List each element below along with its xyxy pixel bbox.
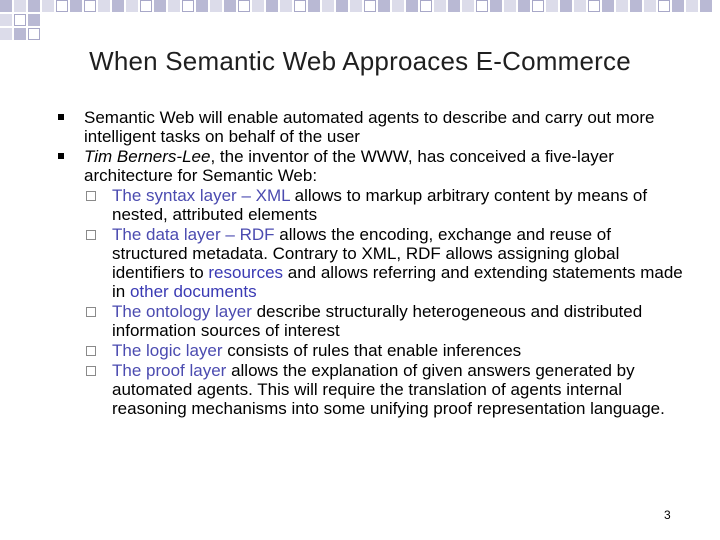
hollow-square-bullet-icon	[86, 191, 96, 201]
deco-square	[0, 0, 12, 12]
deco-square	[364, 0, 376, 12]
deco-square	[406, 0, 418, 12]
bullet-text: Semantic Web will enable automated agents to describe and carry out more intelligent tasks on behalf of the user	[84, 108, 655, 146]
sub-bullet-text: allows the encoding, exchange and reuse of structured metadata. Contrary to XML, RDF allows assigning global identifiers to	[112, 225, 620, 282]
deco-square	[280, 0, 292, 12]
deco-square	[322, 0, 334, 12]
deco-square	[420, 0, 432, 12]
deco-square	[42, 0, 54, 12]
slide-title: When Semantic Web Approaces E-Commerce	[89, 46, 631, 76]
deco-square	[448, 0, 460, 12]
deco-square	[28, 0, 40, 12]
deco-square	[70, 0, 82, 12]
deco-square	[98, 0, 110, 12]
bullet-item	[58, 147, 688, 185]
sub-bullet-text: describe structurally heterogeneous and distributed information sources of interest	[112, 302, 643, 340]
deco-square	[644, 0, 656, 12]
sub-bullet-item	[84, 186, 688, 224]
deco-square	[14, 14, 26, 26]
deco-square	[434, 0, 446, 12]
hollow-square-bullet-icon	[86, 230, 96, 240]
hollow-square-bullet-icon	[86, 346, 96, 356]
sub-bullet-item	[84, 341, 688, 360]
deco-square	[700, 0, 712, 12]
deco-square	[658, 0, 670, 12]
deco-square	[672, 0, 684, 12]
bullet-item	[58, 108, 688, 146]
sub-bullet-text: consists of rules that enable inferences	[222, 341, 522, 360]
deco-square	[392, 0, 404, 12]
deco-square	[14, 28, 26, 40]
highlight-term: The syntax layer – XML	[112, 186, 290, 205]
sub-bullet-text: allows the explanation of given answers generated by automated agents. This will require the translation of agents internal reasoning mechanisms into some unifying proof representation language.	[112, 361, 665, 418]
deco-square	[224, 0, 236, 12]
deco-square	[378, 0, 390, 12]
deco-square	[588, 0, 600, 12]
hollow-square-bullet-icon	[86, 366, 96, 376]
bullet-text: , the inventor of the WWW, has conceived a five-layer architecture for Semantic Web:	[84, 147, 614, 185]
deco-square	[630, 0, 642, 12]
deco-square	[546, 0, 558, 12]
deco-square	[686, 0, 698, 12]
bullet-italic-text: Tim Berners-Lee	[84, 147, 211, 166]
square-bullet-icon	[58, 114, 64, 120]
deco-square	[210, 0, 222, 12]
highlight-term: The logic layer	[112, 341, 223, 360]
deco-square	[168, 0, 180, 12]
deco-square	[112, 0, 124, 12]
sub-bullet-text: and allows referring and extending statements made in	[112, 263, 683, 301]
highlight-term: The ontology layer	[112, 302, 252, 321]
sub-bullet-item	[84, 302, 688, 340]
deco-square	[532, 0, 544, 12]
deco-square	[182, 0, 194, 12]
deco-square	[476, 0, 488, 12]
deco-square	[462, 0, 474, 12]
deco-square	[28, 14, 40, 26]
deco-square	[616, 0, 628, 12]
hollow-square-bullet-icon	[86, 307, 96, 317]
deco-square	[56, 0, 68, 12]
deco-square	[294, 0, 306, 12]
deco-square	[504, 0, 516, 12]
highlight-term: The data layer – RDF	[112, 225, 275, 244]
deco-square	[336, 0, 348, 12]
deco-square	[574, 0, 586, 12]
deco-square	[560, 0, 572, 12]
sub-bullet-item	[84, 361, 688, 418]
highlight-term: resources	[208, 263, 284, 282]
deco-square	[252, 0, 264, 12]
sub-bullet-item	[84, 225, 688, 301]
deco-square	[308, 0, 320, 12]
deco-square	[126, 0, 138, 12]
page-number: 3	[664, 508, 671, 522]
deco-square	[266, 0, 278, 12]
decorative-header-squares	[0, 0, 720, 40]
deco-square	[196, 0, 208, 12]
deco-square	[28, 28, 40, 40]
deco-square	[140, 0, 152, 12]
slide-content	[58, 108, 688, 419]
square-bullet-icon	[58, 153, 64, 159]
deco-square	[602, 0, 614, 12]
deco-square	[0, 28, 12, 40]
deco-square	[154, 0, 166, 12]
deco-square	[518, 0, 530, 12]
deco-square	[0, 14, 12, 26]
highlight-term: other documents	[129, 282, 257, 301]
deco-square	[14, 0, 26, 12]
highlight-term: The proof layer	[112, 361, 227, 380]
sub-bullet-text: allows to markup arbitrary content by means of nested, attributed elements	[112, 186, 648, 224]
deco-square	[490, 0, 502, 12]
deco-square	[84, 0, 96, 12]
deco-square	[350, 0, 362, 12]
deco-square	[238, 0, 250, 12]
